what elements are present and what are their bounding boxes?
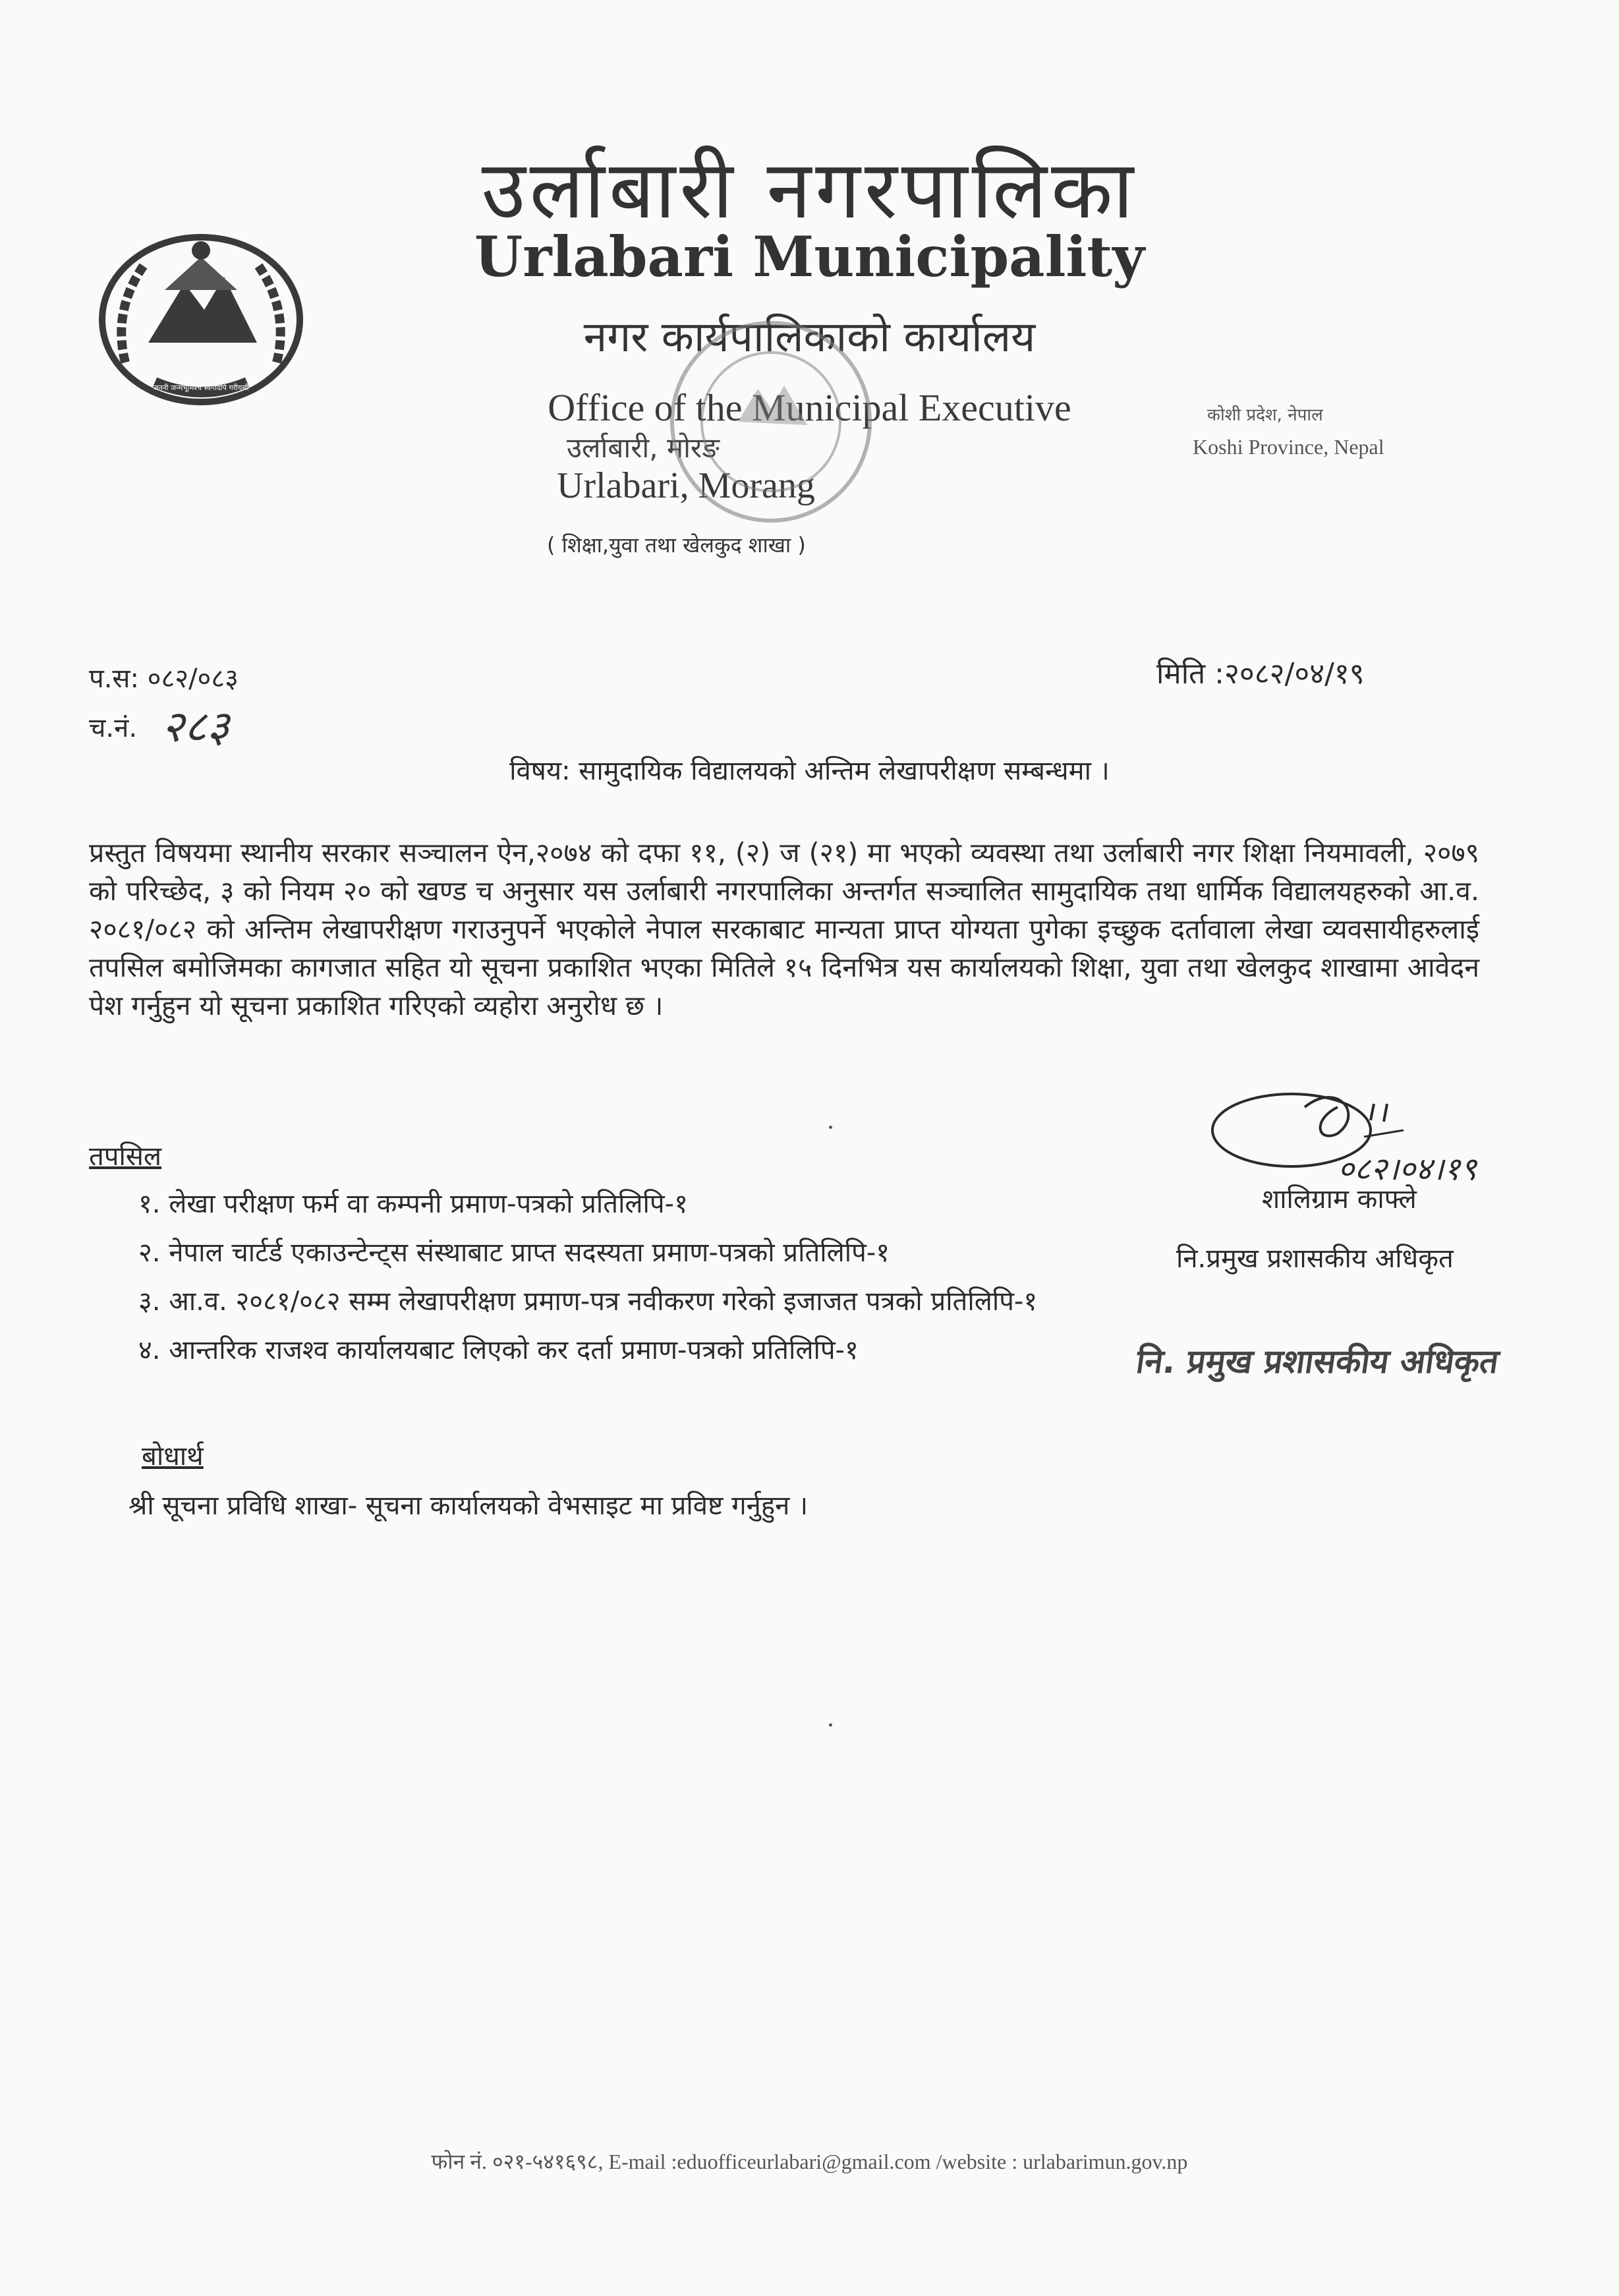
ink-dot — [829, 1723, 832, 1727]
ink-dot — [829, 1126, 832, 1129]
emblem-caption: जननी जन्मभूमिश्च स्वर्गादपि गरीयसी — [153, 384, 249, 392]
list-item: ३. आ.व. २०८१/०८२ सम्म लेखापरीक्षण प्रमाण-पत्र नवीकरण गरेको इजाजत पत्रको प्रतिलिपि-१ — [138, 1286, 1038, 1317]
body-paragraph: प्रस्तुत विषयमा स्थानीय सरकार सञ्चालन ऐन,२०७४ को दफा ११, (२) ज (२१) मा भएको व्यवस्था तथा उर्लाबारी नगर शिक्षा नियमावली, २०७९ को परिच्छेद, ३ को नियम २० को खण्ड च अनुसार यस उर्लाबारी नगरपालिका अन्तर्गत सञ्चालित सामुदायिक तथा धार्मिक विद्यालयहरुको आ.व. २०८१/०८२ को अन्तिम लेखापरीक्षण गराउनुपर्ने भएकोले नेपाल सरकाबाट मान्यता प्राप्त योग्यता पुगेका इच्छुक दर्तावाला लेखा व्यवसायीहरुलाई तपसिल बमोजिमका कागजात सहित यो सूचना प्रकाशित भएका मितिले १५ दिनभित्र यस कार्यालयको शिक्षा, युवा तथा खेलकुद शाखामा आवेदन पेश गर्नुहुन यो सूचना प्रकाशित गरिएको व्यहोरा अनुरोध छ । — [89, 837, 1479, 1021]
letter-number: प.स: ०८२/०८३ — [89, 664, 239, 694]
office-seal-stamp — [659, 310, 883, 534]
handwritten-signature — [1206, 1068, 1535, 1193]
tapasil-heading: तपसिल — [89, 1141, 162, 1172]
municipality-title-english: Urlabari Municipality — [474, 224, 1145, 289]
office-name-nepali: नगर कार्यपालिकाको कार्यालय — [583, 313, 1036, 362]
tapasil-list — [138, 1180, 1037, 1375]
address-nepali: उर्लाबारी, मोरङ — [567, 432, 720, 464]
office-name-english: Office of the Municipal Executive — [548, 386, 1071, 429]
signatory-name: शालिग्राम काफ्ले — [1262, 1184, 1417, 1215]
letter-date: मिति :२०८२/०४/१९ — [1156, 657, 1365, 691]
signatory-designation: नि.प्रमुख प्रशासकीय अधिकृत — [1176, 1244, 1454, 1274]
letter-subject: विषय: सामुदायिक विद्यालयको अन्तिम लेखापरीक्षण सम्बन्धमा । — [509, 756, 1110, 786]
province-english: Koshi Province, Nepal — [1193, 435, 1384, 459]
letter-body — [89, 834, 1479, 1025]
list-item: १. लेखा परीक्षण फर्म वा कम्पनी प्रमाण-पत्रको प्रतिलिपि-१ — [138, 1189, 688, 1219]
address-english: Urlabari, Morang — [557, 465, 815, 506]
province-nepali: कोशी प्रदेश, नेपाल — [1207, 405, 1323, 425]
list-item: २. नेपाल चार्टर्ड एकाउन्टेन्ट्स संस्थाबाट प्राप्त सदस्यता प्रमाण-पत्रको प्रतिलिपि-१ — [138, 1238, 890, 1268]
branch-name: ( शिक्षा,युवा तथा खेलकुद शाखा ) — [547, 532, 806, 558]
bodhartha-heading: बोधार्थ — [142, 1441, 204, 1472]
municipality-title-nepali: उर्लाबारी नगरपालिका — [481, 143, 1138, 237]
designation-stamp: नि. प्रमुख प्रशासकीय अधिकृत — [1133, 1342, 1502, 1381]
dispatch-label: च.नं. — [89, 713, 138, 743]
dispatch-number: २८३ — [161, 701, 229, 752]
list-item: ४. आन्तरिक राजश्व कार्यालयबाट लिएको कर दर्ता प्रमाण-पत्रको प्रतिलिपि-१ — [138, 1335, 859, 1365]
footer-contact: फोन नं. ०२१-५४१६९८, E-mail :eduofficeurlabari@gmail.com /website : urlabarimun.gov.np — [431, 2150, 1188, 2173]
signature-date: ०८२।०४।१९ — [1338, 1151, 1477, 1188]
bodhartha-line: श्री सूचना प्रविधि शाखा- सूचना कार्यालयको वेभसाइट मा प्रविष्ट गर्नुहुन । — [128, 1491, 809, 1521]
